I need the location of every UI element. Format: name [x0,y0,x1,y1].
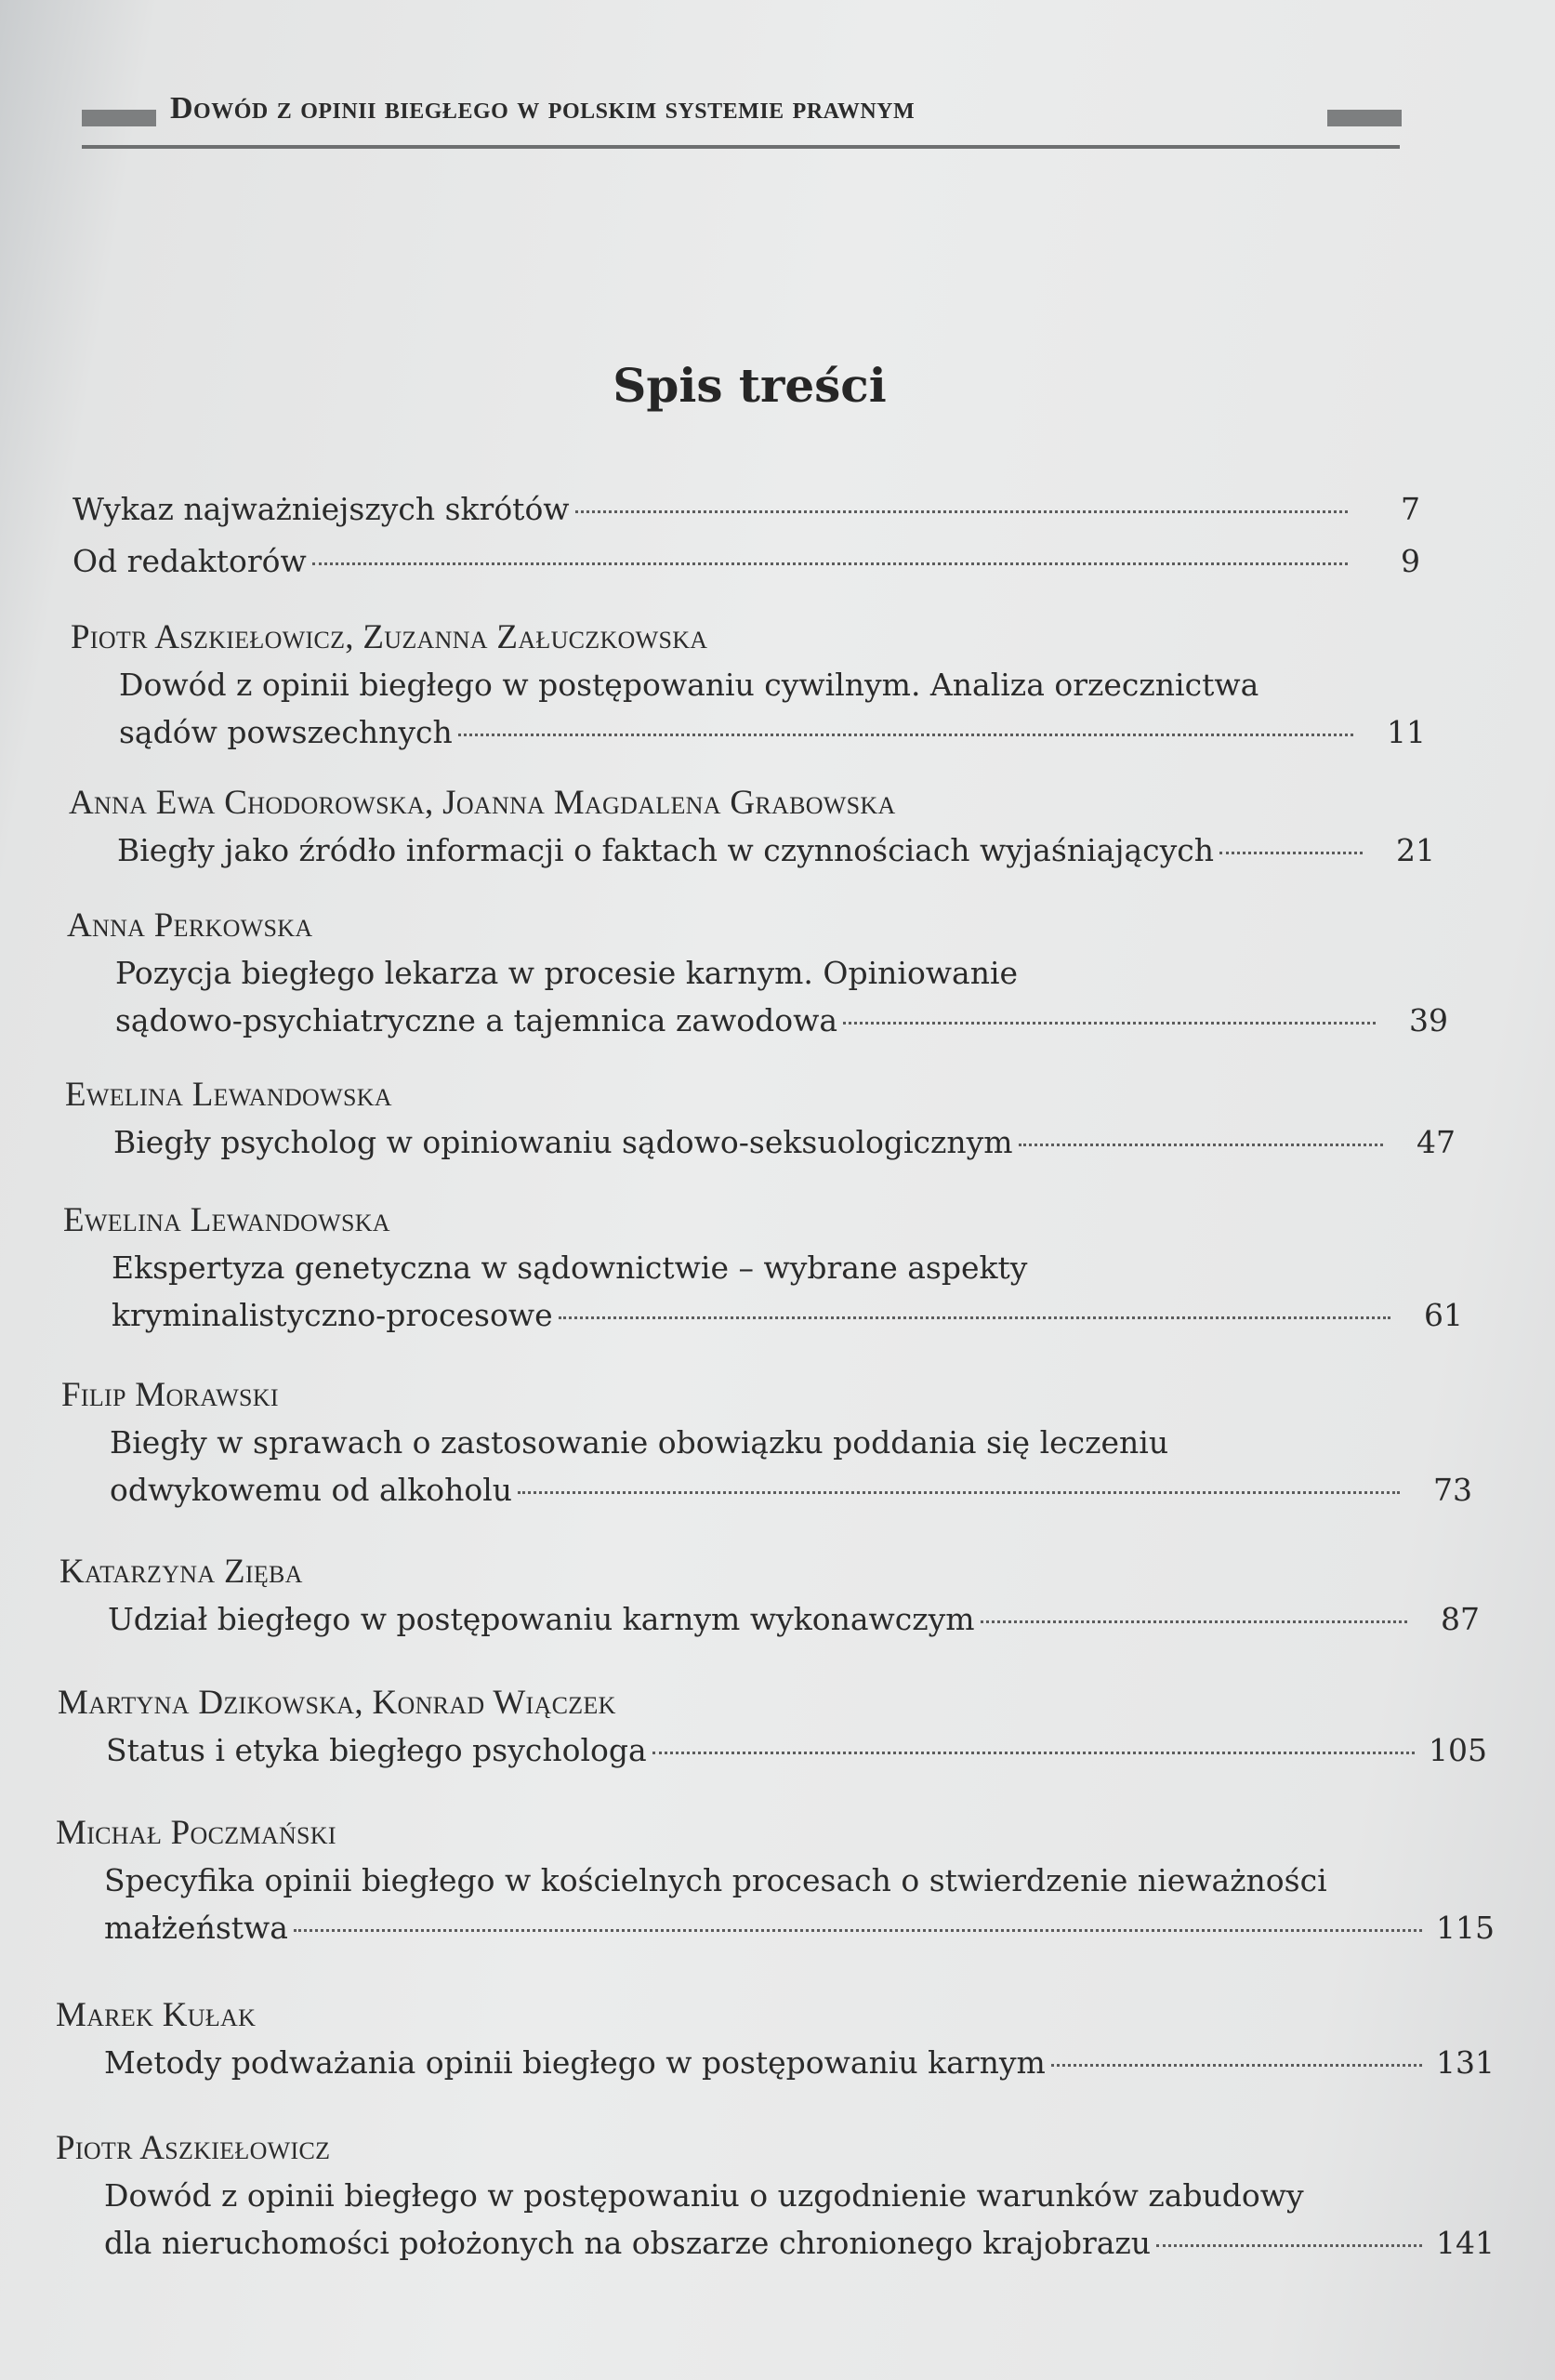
leader-dots [1051,2064,1422,2067]
leader-dots [843,1022,1376,1025]
entry-title: Wykaz najważniejszych skrótów [72,491,570,527]
entry-title: Biegły jako źródło informacji o faktach w czynnościach wyjaśniających [117,832,1215,868]
entry-author: Piotr Aszkiełowicz, Zuzanna Załuczkowska [71,618,708,656]
toc-entry [72,485,1420,533]
toc-line [119,708,1426,756]
entry-author: Ewelina Lewandowska [65,1076,392,1114]
entry-author: Ewelina Lewandowska [63,1201,390,1239]
page-number: 11 [1387,714,1426,750]
entry-title: Od redaktorów [72,543,307,579]
toc-entry [56,1809,1495,1951]
leader-dots [1156,2244,1422,2247]
entry-title: sądów powszechnych [119,714,453,750]
toc-line [72,537,1420,585]
toc-entry [61,1371,1472,1514]
page-number: 141 [1436,2225,1495,2261]
entry-title: Ekspertyza genetyczna w sądownictwie – wybrane aspekty [112,1250,1028,1286]
entry-author: Anna Ewa Chodorowska, Joanna Magdalena Grabowska [69,784,896,822]
leader-dots [652,1752,1415,1754]
leader-dots [559,1316,1390,1319]
entry-title: Biegły psycholog w opiniowaniu sądowo-seksuologicznym [113,1124,1013,1160]
toc-entry [63,1197,1463,1339]
entry-title: Metody podważania opinii biegłego w postępowaniu karnym [104,2044,1046,2081]
entry-author: Michał Poczmański [56,1814,336,1852]
entry-author: Anna Perkowska [67,906,313,945]
toc-line [104,2219,1495,2267]
entry-author: Piotr Aszkiełowicz [56,2129,331,2167]
entry-title: Specyfika opinii biegłego w kościelnych procesach o stwierdzenie nieważności [104,1862,1327,1898]
leader-dots [575,510,1348,513]
entry-title: Dowód z opinii biegłego w postępowaniu o uzgodnienie warunków zabudowy [104,2177,1304,2214]
leader-dots [1019,1144,1383,1146]
entry-title: Biegły w sprawach o zastosowanie obowiązku poddania się leczeniu [110,1424,1169,1461]
toc-line [104,2039,1495,2086]
leader-dots [458,734,1353,736]
toc-entry [65,1071,1456,1166]
entry-title: Dowód z opinii biegłego w postępowaniu cywilnym. Analiza orzecznictwa [119,667,1259,703]
toc-entry [56,1991,1495,2086]
page-number: 7 [1401,491,1420,527]
toc-line [110,1466,1472,1514]
leader-dots [518,1491,1400,1494]
toc-entry [56,2124,1495,2267]
entry-author: Marek Kułak [56,1996,257,2034]
toc-title: Spis treści [613,358,887,413]
toc-line [113,1118,1456,1166]
leader-dots [981,1620,1407,1623]
entry-title: Udział biegłego w postępowaniu karnym wykonawczym [108,1601,975,1637]
header-rule [82,145,1400,149]
entry-author: Filip Morawski [61,1376,279,1414]
entry-title: odwykowemu od alkoholu [110,1472,513,1508]
toc-entry [72,537,1420,585]
page-number: 73 [1433,1472,1472,1508]
toc-line [106,1726,1487,1774]
toc-line [115,997,1448,1044]
page-number: 39 [1409,1002,1448,1038]
leader-dots [312,562,1348,565]
entry-title: Pozycja biegłego lekarza w procesie karnym. Opiniowanie [115,955,1019,991]
page-number: 47 [1417,1124,1456,1160]
header-bar-right [1327,110,1402,126]
entry-title: Status i etyka biegłego psychologa [106,1732,647,1768]
toc-line [117,826,1435,874]
toc-line [104,1904,1495,1951]
running-header-text: Dowód z opinii biegłego w polskim systemie prawnym [170,91,916,126]
header-bar-left [82,110,156,126]
toc-line [72,485,1420,533]
page-number: 105 [1429,1732,1487,1768]
toc-entry [59,1548,1480,1643]
leader-dots [1219,852,1363,854]
toc-line [108,1595,1480,1643]
toc-entry [69,779,1435,874]
page-number: 21 [1396,832,1435,868]
entry-title: dla nieruchomości położonych na obszarze chronionego krajobrazu [104,2225,1152,2261]
page-number: 131 [1436,2044,1495,2081]
entry-author: Martyna Dzikowska, Konrad Wiączek [58,1684,616,1722]
page-number: 87 [1441,1601,1480,1637]
page-number: 9 [1401,543,1420,579]
page-number: 61 [1424,1297,1463,1333]
entry-author: Katarzyna Zięba [59,1553,303,1591]
toc-entry [58,1679,1487,1774]
toc-line [112,1291,1463,1339]
page-number: 115 [1436,1910,1495,1946]
toc-entry [67,902,1448,1044]
entry-title: małżeństwa [104,1910,288,1946]
leader-dots [294,1929,1422,1932]
running-header [82,91,1402,147]
toc-entry [71,614,1426,756]
entry-title: sądowo-psychiatryczne a tajemnica zawodowa [115,1002,838,1038]
entry-title: kryminalistyczno-procesowe [112,1297,553,1333]
